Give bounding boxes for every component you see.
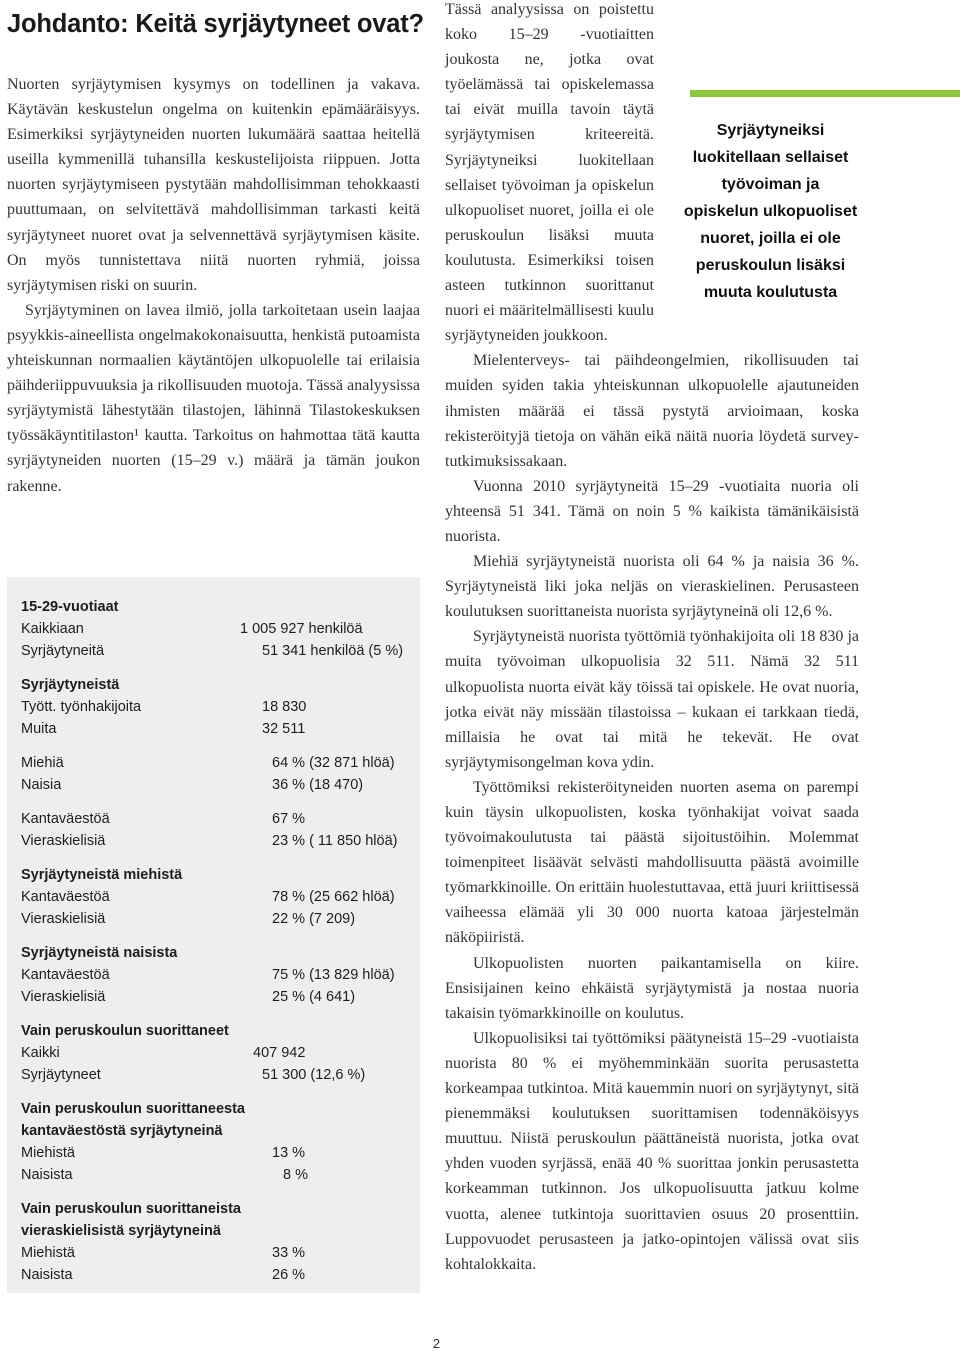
paragraph: Ulkopuolisten nuorten paikantamisella on kiire. Ensisijainen keino ehkäistä syrjäytymistä ja nostaa nuoria takaisin työmarkkinoille on koulutus. <box>445 954 859 1022</box>
stats-label: Tyött. työnhakijoita <box>21 699 142 715</box>
stats-heading: 15-29-vuotiaat <box>21 599 119 615</box>
stats-heading: vieraskielisistä syrjäytyneinä <box>21 1223 221 1239</box>
stats-heading: Syrjäytyneistä miehistä <box>21 867 183 883</box>
stats-label: Miehistä <box>21 1245 75 1261</box>
stats-spacer <box>21 740 406 752</box>
stats-label: Miehistä <box>21 1145 75 1161</box>
stats-label: Naisista <box>21 1167 73 1183</box>
stats-value: 64 % (32 871 hlöä) <box>272 755 395 771</box>
stats-row <box>21 986 406 1008</box>
stats-value: 1 005 927 henkilöä <box>240 621 363 637</box>
stats-label: Muita <box>21 721 57 737</box>
paragraph: Vuonna 2010 syrjäytyneitä 15–29 -vuotiaita nuoria oli yhteensä 51 341. Tämä on noin 5 % kaikista tämänikäisistä nuorista. <box>445 477 859 545</box>
intro-text-left <box>7 72 420 499</box>
stats-value: 407 942 <box>253 1045 306 1061</box>
stats-row <box>21 618 406 640</box>
stats-spacer <box>21 1186 406 1198</box>
stats-value: 18 830 <box>262 699 307 715</box>
stats-spacer <box>21 796 406 808</box>
stats-spacer <box>21 662 406 674</box>
stats-row <box>21 830 406 852</box>
stats-value: 67 % <box>272 811 306 827</box>
stats-value: 8 % <box>283 1167 308 1183</box>
stats-row <box>21 696 406 718</box>
stats-value: 51 341 henkilöä (5 %) <box>262 643 404 659</box>
stats-value: 23 % ( 11 850 hlöä) <box>272 833 398 849</box>
stats-heading: Syrjäytyneistä <box>21 677 120 693</box>
page-number: 2 <box>432 1336 441 1351</box>
stats-value: 13 % <box>272 1145 306 1161</box>
stats-row <box>21 774 406 796</box>
stats-label: Kantaväestöä <box>21 889 110 905</box>
stats-spacer <box>21 1008 406 1020</box>
stats-label: Vieraskielisiä <box>21 833 106 849</box>
stats-label: Syrjäytyneet <box>21 1067 101 1083</box>
stats-label: Miehiä <box>21 755 64 771</box>
stats-row <box>21 1042 406 1064</box>
stats-label: Vieraskielisiä <box>21 989 106 1005</box>
paragraph: Nuorten syrjäytymisen kysymys on todellinen ja vakava. Käytävän keskustelun ongelma on kuitenkin epämääräisyys. Esimerkiksi syrjäytyneiden nuorten lukumäärä saattaa heitellä useilla kymmenillä tuhansilla keskustelijoista riippuen. Jotta nuorten syrjäytymiseen pystytään mahdollisimman tehokkaasti puuttumaan, on selvitettävä mahdollisimman tarkasti keitä syrjäytyneet nuoret ovat ja selvennettävä syrjäytymisen käsite. On myös tunnistettava niitä nuorten ryhmiä, joissa syrjäytymisen riski on suurin. <box>7 76 420 294</box>
stats-spacer <box>21 930 406 942</box>
stats-label: Naisia <box>21 777 62 793</box>
stats-row <box>21 718 406 740</box>
stats-label: Kantaväestöä <box>21 811 110 827</box>
stats-row <box>21 640 406 662</box>
stats-heading: Vain peruskoulun suorittaneesta <box>21 1101 245 1117</box>
stats-label: Syrjäytyneitä <box>21 643 105 659</box>
stats-row <box>21 752 406 774</box>
stats-heading: Syrjäytyneistä naisista <box>21 945 178 961</box>
paragraph: Työttömiksi rekisteröityneiden nuorten asema on parempi kuin täysin ulkopuolisten, koska työnhakijat voivat saada työvoimakoulutusta tai päästä sijoitustöihin. Molemmat toimenpiteet lisäävät selvästi mahdollisuutta päästä avoimille työmarkkinoille. On erittäin huolestuttavaa, että juuri kriittisessä vaiheessa elämää yli 30 000 nuorta katoaa järjestelmän näköpiiristä. <box>445 778 859 947</box>
accent-bar <box>690 90 960 97</box>
paragraph: Syrjäytyneistä nuorista työttömiä työnhakijoita oli 18 830 ja muita työvoiman ulkopuolisia 32 511. Nämä 32 511 ulkopuolista nuorta eivät käy töissä tai opiskele. He ovat nuoria, jotka eivät näy missään tilastoissa – kukaan ei tarkkaan tiedä, millaisia he ovat tai mitä he tekevät. He ovat syrjäytymisongelman kova ydin. <box>445 628 859 771</box>
stats-heading: Vain peruskoulun suorittaneista <box>21 1201 241 1217</box>
paragraph: Miehiä syrjäytyneistä nuorista oli 64 % ja naisia 36 %. Syrjäytyneistä liki joka neljäs on vieraskielinen. Perusasteen koulutuksen suorittaneista nuorista syrjäytyneinä oli 12,6 %. <box>445 553 859 621</box>
stats-label: Naisista <box>21 1267 73 1283</box>
stats-row <box>21 808 406 830</box>
page-title: Johdanto: Keitä syrjäytyneet ovat? <box>7 10 424 38</box>
stats-label: Kaikkiaan <box>21 621 84 637</box>
stats-value: 25 % (4 641) <box>272 989 356 1005</box>
paragraph: Syrjäytyminen on lavea ilmiö, jolla tarkoitetaan usein laajaa psyykkis-aineellista ongelmakokonaisuutta, henkistä putoamista yhteiskunnan normaalien käytäntöjen ulkopuolelle tai erilaisia päihderiippuvuuksia ja rikollisuuden muotoja. Tässä analyysissa syrjäytymistä lähestytään tilastojen, lähinnä Tilastokeskuksen työssäkäyntitilaston¹ kautta. Tarkoitus on hahmottaa tätä kautta syrjäytyneiden nuorten (15–29 v.) määrä ja tämän joukon rakenne. <box>7 301 420 495</box>
stats-row <box>21 1242 406 1264</box>
paragraph: Tässä analyysissa on poistettu koko 15–29 -vuotiaitten joukosta ne, jotka ovat työelämässä tai opiskelemassa tai eivät muilla tavoin täytä syrjäytymisen kriteereitä. Syrjäytyneiksi luokitellaan sellaiset työvoiman ja opiskelun ulkopuoliset nuoret, joilla ei ole peruskoulun lisäksi muuta koulutusta. Esimerkiksi toisen asteen tutkinnon suorittanut nuori ei määritelmällisesti kuulu syrjäytyneiden joukkoon. <box>445 1 654 345</box>
paragraph: Ulkopuolisiksi tai työttömiksi päätyneistä 15–29 -vuotiaista nuorista 80 % ei myöhemminkään suorita perusastetta korkeampaa tutkintoa. Mitä kauemmin nuori on syrjäytynyt, sitä pienemmäksi koulutuksen suorittamisen todennäköisyys muuttuu. Niistä peruskoulun päättäneistä nuorista, jotka ovat yhden vuoden syrjässä, enää 40 % suorittaa jonkin perusastetta korkeamman tutkinnon. Jos ulkopuolisuutta jatkuu kolme vuotta, alenee tutkintoja suorittavien osuus 20 prosenttiin. Luppovuodet perusasteen ja jatko-opintojen välissä ovat siis kohtalokkaita. <box>445 1029 859 1273</box>
stats-heading: kantaväestöstä syrjäytyneinä <box>21 1123 223 1139</box>
stats-value: 26 % <box>272 1267 306 1283</box>
stats-label: Kaikki <box>21 1045 60 1061</box>
stats-value: 51 300 (12,6 %) <box>262 1067 366 1083</box>
stats-row <box>21 908 406 930</box>
stats-label: Kantaväestöä <box>21 967 110 983</box>
stats-row <box>21 1064 406 1086</box>
stats-row <box>21 1164 406 1186</box>
stats-value: 36 % (18 470) <box>272 777 364 793</box>
stats-value: 33 % <box>272 1245 306 1261</box>
stats-row <box>21 1264 406 1286</box>
stats-value: 22 % (7 209) <box>272 911 356 927</box>
pull-quote: Syrjäytyneiksi luokitellaan sellaiset työvoiman ja opiskelun ulkopuoliset nuoret, joilla ei ole peruskoulun lisäksi muuta koulutusta <box>683 122 858 301</box>
stats-row <box>21 964 406 986</box>
statistics-box <box>7 577 420 1293</box>
stats-spacer <box>21 1086 406 1098</box>
stats-label: Vieraskielisiä <box>21 911 106 927</box>
stats-value: 78 % (25 662 hlöä) <box>272 889 395 905</box>
stats-heading: Vain peruskoulun suorittaneet <box>21 1023 229 1039</box>
stats-spacer <box>21 852 406 864</box>
stats-row <box>21 1142 406 1164</box>
stats-value: 32 511 <box>262 721 306 737</box>
paragraph: Mielenterveys- tai päihdeongelmien, rikollisuuden tai muiden syiden takia yhteiskunnan ulkopuolelle ajautuneiden ihmisten määrää ei tässä pystytä arvioimaan, koska rekisteröityjä tietoja on vähän eikä näitä nuoria löydetä survey-tutkimuksissakaan. <box>445 352 859 470</box>
stats-row <box>21 886 406 908</box>
stats-value: 75 % (13 829 hlöä) <box>272 967 395 983</box>
